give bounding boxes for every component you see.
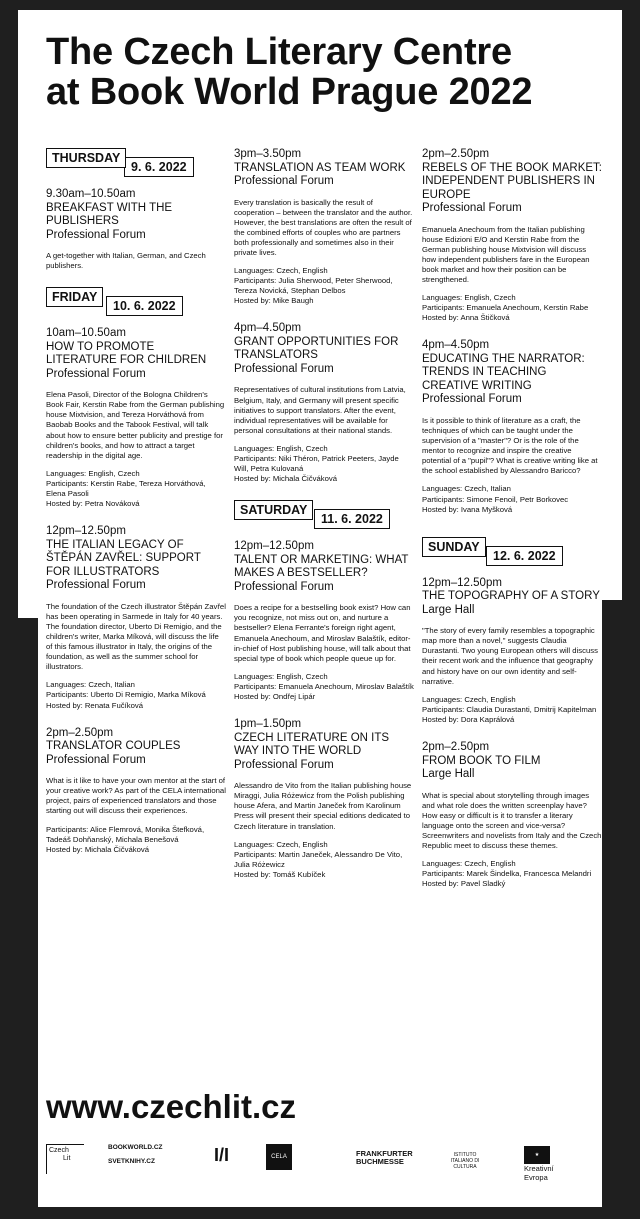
event-title: THE ITALIAN LEGACY OF ŠTĚPÁN ZAVŘEL: SUPPORT FOR ILLUSTRATORS	[46, 538, 201, 578]
event-host: Hosted by: Ivana Myšková	[422, 504, 513, 514]
event-time: 12pm–12.50pm	[422, 576, 502, 589]
page-title	[46, 32, 626, 112]
frankfurter-buchmesse-logo	[332, 1144, 413, 1174]
event-participants: Participants: Uberto Di Remigio, Marka Míková	[46, 690, 206, 700]
title-line-2: at Book World Prague 2022	[46, 71, 533, 113]
logo-text: Evropa	[524, 1173, 548, 1182]
event-description: Every translation is basically the result of cooperation – between the translator and the author. However, the best translations are often the result of the combined efforts of couples who are partners both professionally and sometimes also in their private lives.	[234, 197, 413, 257]
event-time: 2pm–2.50pm	[422, 148, 490, 160]
logo-text: Kreativní	[524, 1164, 554, 1173]
event-description: Elena Pasoli, Director of the Bologna Children's Book Fair, Kerstin Rabe from the German publishing house Mixtvision, and Tereza Horváthová from Baobab Books and the Tabook Festival, will talk about how to ensure better publicity and prestige for children's books, and how to attract a target readership in the digital age.	[46, 390, 225, 460]
event-description: What is special about storytelling through images and what role does the written screenplay have? How easy or difficult is it to transfer a literary language onto the screen and vice-versa? Screenwriters and novelists from Italy and the Czech Republic meet to discuss these themes.	[422, 790, 602, 850]
event-participants: Participants: Simone Fenoil, Petr Borkovec	[422, 494, 569, 504]
event-participants: Participants: Emanuela Anechoum, Miroslav Balaštík	[234, 681, 414, 691]
event-time: 9.30am–10.50am	[46, 188, 136, 200]
event-italian-legacy-zavrel	[46, 525, 226, 710]
event-description: Alessandro de Vito from the Italian publishing house Miraggi, Julia Różewicz from the Polish publishing house Afera, and Martin Janeček from Karolinum Press will present their special editions dedicated to Czech literature in translation.	[234, 781, 412, 831]
day-header-thursday	[46, 148, 226, 176]
ministry-of-culture-logo: I/I	[214, 1145, 230, 1165]
event-description: Representatives of cultural institutions from Latvia, Belgium, Italy, and Germany will present specific initiatives to support translators. After the event, individual representatives will be available for personal consultations at their national stands.	[234, 385, 406, 435]
event-time: 4pm–4.50pm	[234, 322, 302, 335]
event-time: 10am–10.50am	[46, 327, 126, 340]
event-venue: Professional Forum	[46, 753, 146, 766]
dark-border-right	[602, 600, 622, 1219]
event-languages: Languages: Czech, Italian	[422, 484, 511, 494]
event-rebels-of-book-market	[422, 148, 602, 323]
event-host: Hosted by: Renata Fučíková	[46, 700, 143, 710]
event-languages: Languages: English, Czech	[234, 671, 328, 681]
event-venue: Large Hall	[422, 603, 475, 616]
event-languages: Languages: Czech, English	[234, 839, 328, 849]
day-date: 10. 6. 2022	[106, 296, 183, 316]
event-host: Hosted by: Mike Baugh	[234, 296, 314, 306]
event-host: Hosted by: Tomáš Kubíček	[234, 869, 326, 879]
event-description: A get-together with Italian, German, and Czech publishers.	[46, 251, 206, 271]
event-description: The foundation of the Czech illustrator Štěpán Zavřel has been operating in Sarmede in Italy for 40 years. The foundation director, Uberto Di Remigio, and the children's writer, Marka Míková, will discuss the life of this famous illustrator in Italy, the origins of the foundation, as well as the summer school for illustrators.	[46, 601, 226, 672]
logo-text: Czech	[49, 1147, 69, 1154]
event-host: Hosted by: Ondřej Lipár	[234, 692, 316, 702]
event-title: GRANT OPPORTUNITIES FOR TRANSLATORS	[234, 335, 399, 362]
day-name: FRIDAY	[46, 287, 103, 307]
title-line-1: The Czech Literary Centre	[46, 31, 512, 73]
day-header-friday	[46, 287, 226, 315]
event-title: BREAKFAST WITH THE PUBLISHERS	[46, 201, 173, 227]
event-translation-team-work	[234, 148, 414, 306]
event-grant-opportunities	[234, 322, 414, 484]
event-venue: Professional Forum	[234, 175, 334, 187]
event-description: "The story of every family resembles a topographic map more than a novel," suggests Claudia Durastanti. Two young European others will discuss their recent work and the influence that geography and history have on our own identity and self-narrative.	[422, 626, 598, 686]
event-languages: Languages: Czech, Italian	[46, 680, 135, 690]
partner-logos	[46, 1144, 576, 1182]
logo-text: BUCHMESSE	[356, 1157, 404, 1166]
event-participants: Participants: Emanuela Anechoum, Kerstin Rabe	[422, 303, 589, 313]
day-name: THURSDAY	[46, 148, 126, 168]
event-languages: Languages: Czech, English	[422, 859, 516, 869]
website-url[interactable]: www.czechlit.cz	[46, 1088, 297, 1125]
event-participants: Participants: Martin Janeček, Alessandro De Vito, Julia Różewicz	[234, 849, 403, 869]
event-venue: Professional Forum	[46, 228, 146, 241]
istituto-italiano-logo: ISTITUTO ITALIANO DI CULTURA	[450, 1152, 480, 1170]
event-languages: Languages: Czech, English	[422, 694, 516, 704]
event-venue: Professional Forum	[46, 367, 146, 380]
event-host: Hosted by: Petra Nováková	[46, 499, 140, 509]
column-3	[422, 148, 602, 905]
cela-logo: CELA	[266, 1144, 292, 1170]
event-description: Is it possible to think of literature as a craft, the techniques of which can be taught under the supervision of a "master"? Or is the role of the mentor to recognize and inspire the creative potential of a "pupil"? What is creative writing like at the school established by Alessandro Baricco?	[422, 415, 598, 476]
event-host: Hosted by: Pavel Sladký	[422, 879, 506, 889]
event-title: TALENT OR MARKETING: WHAT MAKES A BESTSELLER?	[234, 553, 409, 580]
event-time: 2pm–2.50pm	[422, 741, 490, 754]
event-participants: Participants: Niki Théron, Patrick Peeters, Jayde Will, Petra Kulovaná	[234, 454, 399, 474]
event-educating-the-narrator	[422, 339, 602, 514]
event-czech-literature-world	[234, 718, 414, 880]
column-1	[46, 148, 226, 871]
event-languages: Languages: English, Czech	[422, 293, 516, 303]
event-host: Hosted by: Michala Čičváková	[46, 844, 149, 854]
event-title: TRANSLATION AS TEAM WORK	[234, 161, 406, 174]
day-date: 11. 6. 2022	[314, 509, 390, 529]
event-title: EDUCATING THE NARRATOR: TRENDS IN TEACHING CREATIVE WRITING	[422, 352, 585, 392]
eu-flag-icon: ★	[524, 1146, 550, 1164]
event-title: FROM BOOK TO FILM	[422, 754, 541, 767]
event-venue: Professional Forum	[234, 758, 334, 771]
event-breakfast-with-publishers	[46, 188, 226, 271]
event-host: Hosted by: Anna Štičková	[422, 313, 510, 323]
event-time: 4pm–4.50pm	[422, 339, 490, 352]
event-description: Emanuela Anechoum from the Italian publishing house Edizioni E/O and Kerstin Rabe from the German publishing house Mixtvision will discuss how independent publishers fare in the European book market and how their position can be strengthened.	[422, 224, 590, 284]
event-participants: Participants: Julia Sherwood, Peter Sherwood, Tereza Novická, Stephan Delbos	[234, 276, 393, 296]
logo-text: FRANKFURTER	[356, 1149, 413, 1158]
column-2	[234, 148, 414, 896]
event-host: Hosted by: Dora Kaprálová	[422, 714, 515, 724]
event-description: What is it like to have your own mentor at the start of your creative work? As part of the CELA international project, pairs of experienced translators and those starting out will discuss their experiences.	[46, 776, 226, 816]
event-participants: Participants: Claudia Durastanti, Dmitrij Kapitelman	[422, 704, 597, 714]
day-header-sunday	[422, 537, 602, 565]
bookworld-logo	[108, 1144, 163, 1174]
logo-text: SVETKNIHY.CZ	[108, 1158, 155, 1165]
creative-europe-logo	[524, 1144, 576, 1182]
event-title: TRANSLATOR COUPLES	[46, 740, 181, 753]
event-participants: Participants: Marek Šindelka, Francesca Melandri	[422, 869, 592, 879]
event-title: THE TOPOGRAPHY OF A STORY	[422, 590, 600, 603]
event-title: CZECH LITERATURE ON ITS WAY INTO THE WORLD	[234, 731, 390, 758]
event-translator-couples	[46, 727, 226, 855]
event-languages: Languages: English, Czech	[46, 468, 140, 478]
day-date: 9. 6. 2022	[124, 157, 194, 177]
logo-text: Lit	[63, 1155, 71, 1162]
event-venue: Professional Forum	[234, 580, 334, 593]
event-participants: Participants: Alice Flemrová, Monika Štefková, Tadeáš Dohňanský, Michala Benešová	[46, 824, 205, 844]
event-venue: Professional Forum	[422, 202, 522, 214]
day-name: SUNDAY	[422, 537, 486, 557]
day-header-saturday	[234, 500, 414, 528]
event-languages: Languages: English, Czech	[234, 443, 328, 453]
event-time: 12pm–12.50pm	[234, 540, 314, 553]
event-time: 1pm–1.50pm	[234, 718, 302, 731]
day-name: SATURDAY	[234, 500, 313, 520]
event-title: REBELS OF THE BOOK MARKET: INDEPENDENT PUBLISHERS IN EUROPE	[422, 161, 602, 201]
day-date: 12. 6. 2022	[486, 546, 563, 566]
event-languages: Languages: Czech, English	[234, 266, 328, 276]
event-from-book-to-film	[422, 741, 602, 889]
event-topography-of-a-story	[422, 577, 602, 725]
czechlit-logo	[46, 1144, 84, 1174]
event-host: Hosted by: Michala Čičváková	[234, 474, 337, 484]
event-venue: Professional Forum	[46, 579, 146, 592]
event-title: HOW TO PROMOTE LITERATURE FOR CHILDREN	[46, 340, 207, 367]
dark-border-left	[18, 618, 38, 1219]
event-description: Does a recipe for a bestselling book exist? How can you recognize, not miss out on, and nurture a bestseller? Elena Ferrante's foreign right agent, Emanuela Anechoum, and Miroslav Balaštík, editor-in-chief of Host publishing house, will talk about that special type of book which people queue up for.	[234, 603, 411, 663]
event-time: 12pm–12.50pm	[46, 525, 126, 538]
event-venue: Professional Forum	[234, 362, 334, 375]
logo-text: BOOKWORLD.CZ	[108, 1144, 163, 1151]
event-venue: Large Hall	[422, 768, 475, 781]
event-time: 3pm–3.50pm	[234, 148, 302, 160]
event-talent-or-marketing	[234, 540, 414, 702]
event-time: 2pm–2.50pm	[46, 726, 114, 739]
event-venue: Professional Forum	[422, 393, 522, 406]
event-promote-childrens-literature	[46, 327, 226, 509]
event-participants: Participants: Kerstin Rabe, Tereza Horváthová, Elena Pasoli	[46, 478, 206, 499]
